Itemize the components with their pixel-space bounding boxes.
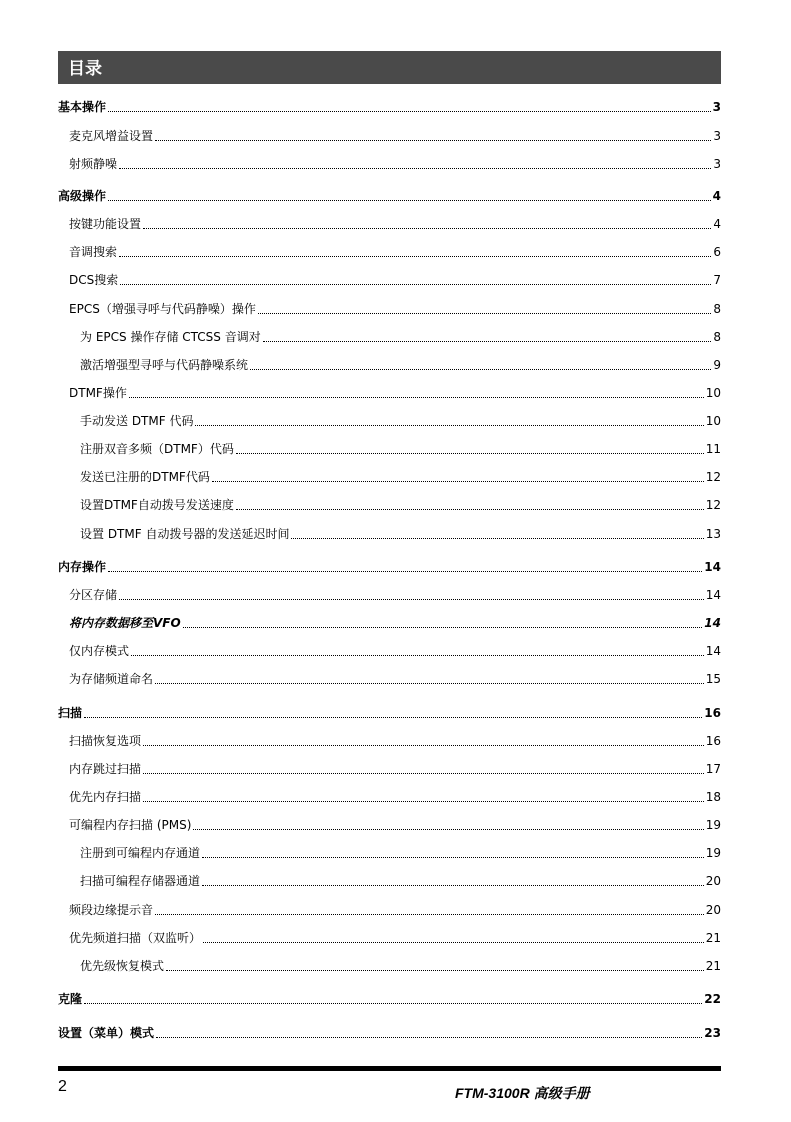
toc-entry-label: 内存操作: [58, 560, 107, 574]
toc-entry[interactable]: [69, 156, 721, 172]
toc-leader-dots: [131, 654, 704, 656]
toc-entry-page: 12: [705, 470, 721, 484]
toc-entry-page: 8: [713, 302, 721, 316]
toc-entry-page: 4: [712, 189, 721, 203]
toc-leader-dots: [119, 167, 711, 169]
footer-rule: [58, 1066, 721, 1071]
toc-entry-label: 将内存数据移至VFO: [69, 616, 181, 630]
toc-entry-page: 7: [713, 273, 721, 287]
toc-entry-label: 注册双音多频（DTMF）代码: [80, 442, 234, 456]
toc-entry-label: 发送已注册的DTMF代码: [80, 470, 210, 484]
toc-leader-dots: [108, 570, 702, 572]
toc-leader-dots: [143, 772, 704, 774]
toc-leader-dots: [291, 537, 703, 539]
toc-entry-label: EPCS（增强寻呼与代码静噪）操作: [69, 302, 256, 316]
toc-entry-label: 手动发送 DTMF 代码: [80, 414, 194, 428]
toc-entry[interactable]: [69, 789, 721, 805]
toc-entry[interactable]: [69, 587, 721, 603]
toc-entry-label: 激活增强型寻呼与代码静噪系统: [80, 358, 249, 372]
toc-entry[interactable]: [80, 329, 721, 345]
toc-entry-page: 10: [705, 414, 721, 428]
toc-entry-page: 9: [713, 358, 721, 372]
toc-entry[interactable]: [69, 128, 721, 144]
toc-entry-label: 高级操作: [58, 189, 107, 203]
toc-entry-page: 21: [705, 959, 721, 973]
toc-entry-label: 分区存储: [69, 588, 118, 602]
toc-entry[interactable]: [69, 615, 721, 631]
toc-entry-label: 射频静噪: [69, 157, 118, 171]
toc-entry-page: 3: [712, 100, 721, 114]
toc-leader-dots: [119, 598, 704, 600]
toc-entry-page: 4: [713, 217, 721, 231]
toc-entry[interactable]: [80, 497, 721, 513]
toc-entry[interactable]: [80, 958, 721, 974]
toc-entry-label: 扫描可编程存储器通道: [80, 874, 201, 888]
toc-leader-dots: [193, 828, 703, 830]
toc-entry[interactable]: [58, 99, 721, 115]
toc-entry[interactable]: [69, 761, 721, 777]
toc-entry[interactable]: [69, 902, 721, 918]
toc-leader-dots: [202, 884, 704, 886]
toc-leader-dots: [143, 800, 704, 802]
toc-entry[interactable]: [69, 301, 721, 317]
toc-entry[interactable]: [80, 413, 721, 429]
toc-entry[interactable]: [58, 188, 721, 204]
toc-entry[interactable]: [69, 930, 721, 946]
toc-entry-label: 按键功能设置: [69, 217, 142, 231]
toc-entry[interactable]: [58, 991, 721, 1007]
toc-entry-page: 23: [704, 1026, 721, 1040]
toc-entry-label: DTMF操作: [69, 386, 127, 400]
toc-leader-dots: [166, 969, 704, 971]
toc-entry[interactable]: [69, 817, 721, 833]
toc-entry[interactable]: [80, 469, 721, 485]
toc-entry-label: 可编程内存扫描 (PMS): [69, 818, 192, 832]
toc-entry-label: 内存跳过扫描: [69, 762, 142, 776]
toc-entry-page: 3: [713, 129, 721, 143]
toc-entry-page: 14: [705, 588, 721, 602]
toc-leader-dots: [250, 368, 711, 370]
toc-leader-dots: [129, 396, 704, 398]
toc-entry[interactable]: [69, 671, 721, 687]
toc-leader-dots: [84, 1002, 702, 1004]
toc-entry-page: 16: [705, 734, 721, 748]
toc-entry-label: 基本操作: [58, 100, 107, 114]
toc-entry-page: 22: [704, 992, 721, 1006]
toc-leader-dots: [120, 283, 711, 285]
toc-entry-page: 20: [705, 903, 721, 917]
toc-entry[interactable]: [58, 705, 721, 721]
toc-entry-page: 19: [705, 818, 721, 832]
toc-leader-dots: [195, 424, 703, 426]
toc-entry-label: DCS搜索: [69, 273, 119, 287]
toc-entry-page: 19: [705, 846, 721, 860]
toc-entry-page: 3: [713, 157, 721, 171]
toc-entry-page: 14: [705, 644, 721, 658]
toc-entry-page: 21: [705, 931, 721, 945]
toc-entry-page: 18: [705, 790, 721, 804]
toc-entry-label: 设置（菜单）模式: [58, 1026, 155, 1040]
toc-entry[interactable]: [80, 441, 721, 457]
toc-entry-page: 14: [704, 616, 721, 630]
toc-entry-label: 设置 DTMF 自动拨号器的发送延迟时间: [80, 527, 290, 541]
toc-entry[interactable]: [69, 244, 721, 260]
toc-entry-label: 注册到可编程内存通道: [80, 846, 201, 860]
toc-leader-dots: [84, 716, 702, 718]
page-number: 2: [58, 1078, 67, 1095]
toc-entry-label: 优先级恢复模式: [80, 959, 165, 973]
toc-entry[interactable]: [58, 1025, 721, 1041]
toc-leader-dots: [258, 312, 712, 314]
toc-entry-label: 麦克风增益设置: [69, 129, 154, 143]
toc-leader-dots: [202, 856, 704, 858]
toc-leader-dots: [143, 744, 704, 746]
toc-entry-label: 扫描恢复选项: [69, 734, 142, 748]
toc-entry[interactable]: [69, 272, 721, 288]
toc-entry-page: 6: [713, 245, 721, 259]
toc-entry-page: 10: [705, 386, 721, 400]
toc-entry-label: 仅内存模式: [69, 644, 130, 658]
page-title: 目录: [68, 59, 102, 79]
toc-leader-dots: [155, 913, 704, 915]
toc-entry-label: 优先内存扫描: [69, 790, 142, 804]
toc-entry-page: 13: [705, 527, 721, 541]
toc-entry-page: 12: [705, 498, 721, 512]
toc-leader-dots: [143, 227, 711, 229]
toc-entry[interactable]: [69, 216, 721, 232]
toc-entry-page: 17: [705, 762, 721, 776]
toc-entry[interactable]: [69, 643, 721, 659]
toc-entry[interactable]: [69, 733, 721, 749]
toc-leader-dots: [263, 340, 712, 342]
toc-leader-dots: [156, 1036, 702, 1038]
toc-leader-dots: [108, 110, 711, 112]
toc-entry-label: 为存储频道命名: [69, 672, 154, 686]
toc-leader-dots: [108, 199, 711, 201]
toc-entry[interactable]: [58, 559, 721, 575]
toc-entry-label: 扫描: [58, 706, 83, 720]
toc-leader-dots: [236, 508, 704, 510]
toc-entry-page: 11: [705, 442, 721, 456]
toc-entry-page: 16: [704, 706, 721, 720]
toc-entry[interactable]: [80, 526, 721, 542]
toc-entry-label: 音调搜索: [69, 245, 118, 259]
manual-title: FTM-3100R 高级手册: [455, 1085, 590, 1101]
toc-leader-dots: [203, 941, 704, 943]
toc-leader-dots: [236, 452, 704, 454]
toc-entry-label: 为 EPCS 操作存储 CTCSS 音调对: [80, 330, 261, 344]
toc-leader-dots: [119, 255, 711, 257]
toc-entry-label: 设置DTMF自动拨号发送速度: [80, 498, 234, 512]
toc-entry-label: 克隆: [58, 992, 83, 1006]
toc-entry-label: 频段边缘提示音: [69, 903, 154, 917]
toc-entry[interactable]: [80, 873, 721, 889]
toc-entry[interactable]: [80, 845, 721, 861]
toc-entry-page: 14: [704, 560, 721, 574]
toc-leader-dots: [155, 139, 711, 141]
toc-entry-page: 20: [705, 874, 721, 888]
toc-entry-label: 优先频道扫描（双监听）: [69, 931, 202, 945]
toc-leader-dots: [155, 682, 704, 684]
toc-leader-dots: [183, 626, 703, 628]
toc-entry-page: 8: [713, 330, 721, 344]
toc-entry[interactable]: [80, 357, 721, 373]
toc-entry[interactable]: [69, 385, 721, 401]
toc-leader-dots: [212, 480, 704, 482]
toc-entry-page: 15: [705, 672, 721, 686]
